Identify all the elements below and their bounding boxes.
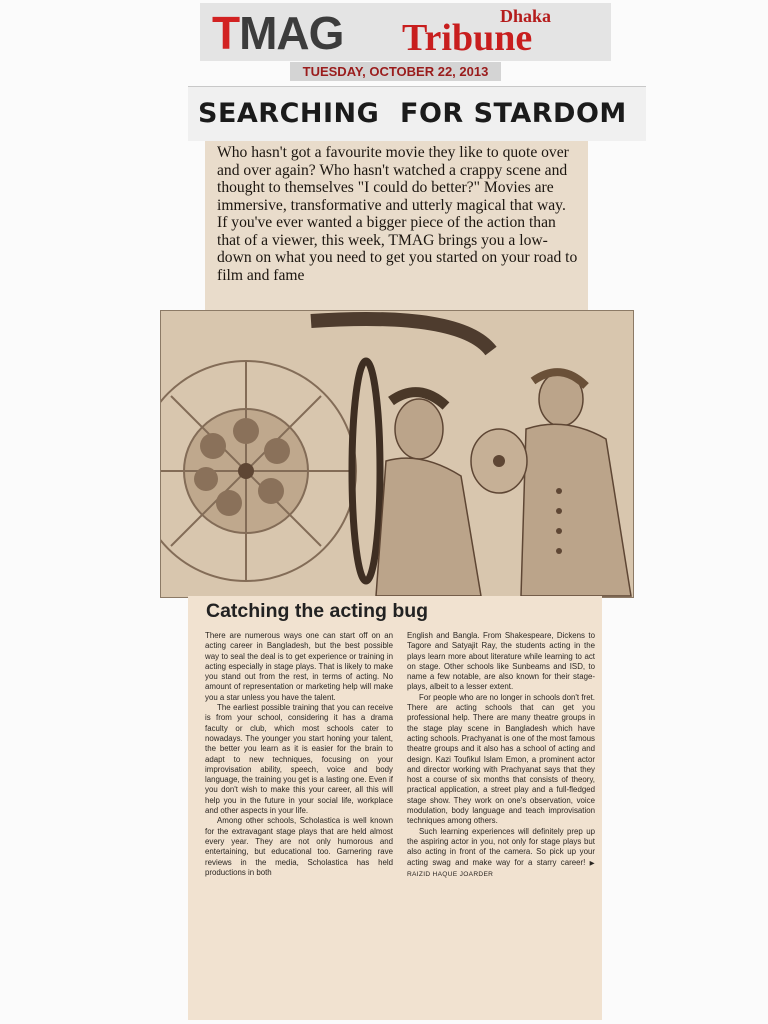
headline-bar — [188, 86, 646, 141]
dateline: TUESDAY, OCTOBER 22, 2013 — [290, 62, 501, 81]
intro-box — [205, 141, 588, 311]
article-paragraph: The earliest possible training that you can receive is from your school, considering it has a drama faculty or club, which most schools cater to nowadays. The younger you start honing your talent, the better you learn as it is easier for the brain to adapt to new techniques, focusing on your improvisation ability, speech, voice and body language, the training you get is a lasting one. Even if you don't wish to make this your career, all this will help you in the future in your social life, workplace and other aspects in your life. — [205, 703, 393, 816]
tribune-logo: Tribune — [402, 17, 533, 59]
dhaka-label: Dhaka — [500, 6, 552, 26]
article — [188, 596, 602, 1020]
tmag-logo: TMAG — [212, 7, 344, 59]
tmag-logo-rest: MAG — [239, 7, 344, 59]
article-paragraph: Among other schools, Scholastica is well known for the extravagant stage plays that are held almost every year. They are not only humorous and entertaining, but educational too. Garnering rave reviews in the media, Scholastica has held productions in both — [205, 816, 393, 877]
illustration-drawing — [161, 311, 633, 597]
article-title: Catching the acting bug — [206, 600, 429, 622]
masthead — [200, 3, 611, 61]
article-paragraph-text: Such learning experiences will definitely prep up the aspiring actor in you, not only for stage plays but also acting in front of the camera. So pick up your acting swag and make way for a starry career! — [407, 826, 595, 867]
film-reel-illustration — [160, 310, 634, 598]
article-column-1 — [205, 631, 393, 878]
headline-part-2: FOR STARDOM — [400, 98, 627, 129]
headline-part-1: SEARCHING — [198, 98, 380, 129]
intro-text: Who hasn't got a favourite movie they like to quote over and over again? Who hasn't watched a crappy scene and thought to themselves "I could do better?" Movies are immersive, transformative and utterly magical that way. If you've ever wanted a bigger piece of the action than that of a viewer, this week, TMAG brings you a low-down on what you need to get you started on your road to film and fame — [217, 144, 578, 284]
article-paragraph: There are numerous ways one can start off on an acting career in Bangladesh, but the best possible way to seal the deal is to get experience or training in acting especially in stage plays. That is likely to make you stand out from the rest, in terms of acting. No amount of representation or marketing help will make you a star unless you have the talent. — [205, 631, 393, 702]
byline: ▶ RAIZID HAQUE JOARDER — [407, 859, 595, 878]
article-column-2 — [407, 631, 595, 880]
article-paragraph: English and Bangla. From Shakespeare, Dickens to Tagore and Satyajit Ray, the students acting in the plays learn more about literature while learning to act on stage. Other schools like Sunbeams and ISD, to name a few notable, are also known for their stage-plays, albeit to a lesser extent. — [407, 631, 595, 692]
article-paragraph: For people who are no longer in schools don't fret. There are acting schools that can get you professional help. There are many theatre groups in the stage play scene in Bangladesh which have acting schools. Prachyanat is one of the most famous theatre groups and it also has a school of acting and design. Kazi Toufikul Islam Emon, a prominent actor and director working with Prachyanat says that they host a course of six months that consists of theory, practical application, a street play and a full-fledged stage show. They work on one's observation, voice modulation, body language and teach improvisation techniques among others. — [407, 692, 595, 826]
article-paragraph — [407, 827, 595, 880]
